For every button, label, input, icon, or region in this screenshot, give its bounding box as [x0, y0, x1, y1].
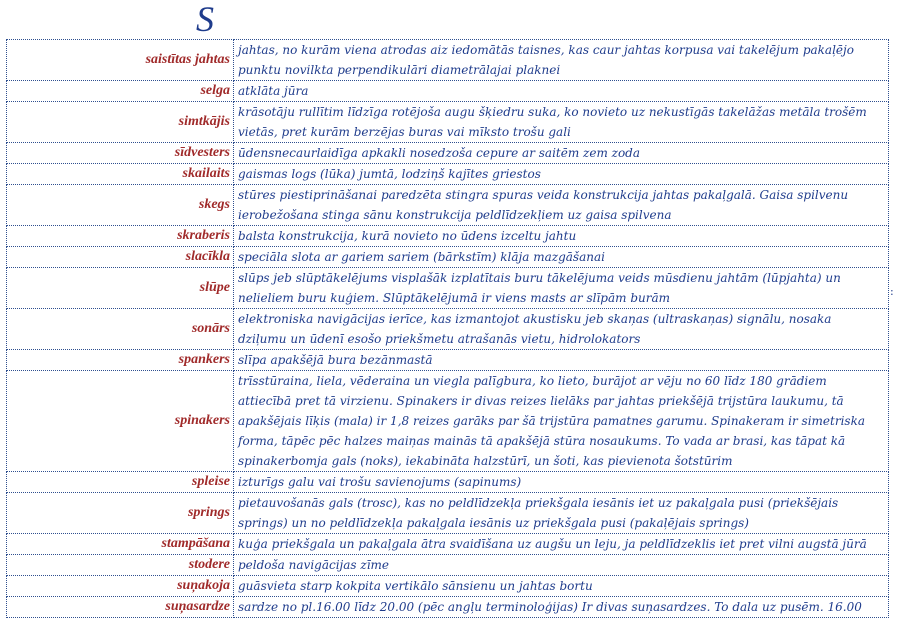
glossary-row — [7, 102, 889, 143]
glossary-row — [7, 534, 889, 555]
margin-mark: : — [890, 285, 894, 298]
glossary-term: springs — [7, 493, 234, 534]
glossary-term: suņakoja — [7, 576, 234, 597]
definition-line: jahtas, no kurām viena atrodas aiz iedomātās taisnes, kas caur jahtas korpusa vai takelējum pakaļējo — [238, 43, 854, 57]
definition-line: pietauvošanās gals (trosc), kas no peldlīdzekļa priekšgala iesānis iet uz pakaļgala pusi (priekšējais — [238, 496, 839, 510]
glossary-definition — [234, 350, 889, 371]
definition-line: elektroniska navigācijas ierīce, kas izmantojot akustisku jeb skaņas (ultraskaņas) signālu, nosaka — [238, 312, 832, 326]
glossary-row — [7, 350, 889, 371]
definition-line: dziļumu un ūdenī esošo priekšmetu atrašanās vietu, hidrolokators — [238, 332, 641, 346]
definition-line: spinakerbomja gals (noks), iekabināta halzstūrī, un šoti, kas pievienota šotstūrim — [238, 454, 733, 468]
definition-line: trīsstūraina, liela, vēderaina un viegla palīgbura, ko lieto, burājot ar vēju no 60 līdz 180 grādiem — [238, 374, 827, 388]
glossary-definition — [234, 472, 889, 493]
glossary-term: suņasardze — [7, 597, 234, 618]
glossary-row — [7, 81, 889, 102]
definition-line: krāsotāju rullītim līdzīga rotējoša augu šķiedru suka, ko novieto uz nekustīgās takelāžas metāla trošēm — [238, 105, 867, 119]
glossary-term: spankers — [7, 350, 234, 371]
glossary-row — [7, 472, 889, 493]
glossary-definition — [234, 371, 889, 472]
glossary-term: skailaits — [7, 164, 234, 185]
glossary-row — [7, 597, 889, 618]
glossary-term: slacīkla — [7, 247, 234, 268]
definition-line: balsta konstrukcija, kurā novieto no ūdens izceltu jahtu — [238, 229, 577, 243]
definition-line: apakšējais līķis (mala) ir 1,8 reizes garāks par šā trijstūra pamatnes garumu. Spinakeram ir simetriska — [238, 414, 865, 428]
glossary-row — [7, 247, 889, 268]
glossary-row — [7, 493, 889, 534]
glossary-row — [7, 164, 889, 185]
definition-line: punktu novilkta perpendikulāri diametrālajai plaknei — [238, 63, 561, 77]
glossary-term: selga — [7, 81, 234, 102]
definition-line: izturīgs galu vai trošu savienojums (sapinums) — [238, 475, 522, 489]
definition-line: springs) un no peldlīdzekļa pakaļgala iesānis uz priekšgala pusi (pakaļējais springs) — [238, 516, 749, 530]
glossary-definition — [234, 40, 889, 81]
glossary-definition — [234, 493, 889, 534]
definition-line: stūres piestiprināšanai paredzēta stingra spuras veida konstrukcija jahtas pakaļgalā. Gaisa spilvenu — [238, 188, 849, 202]
glossary-term: stampāšana — [7, 534, 234, 555]
glossary-rows — [7, 40, 889, 618]
glossary-definition — [234, 576, 889, 597]
glossary-row — [7, 555, 889, 576]
definition-line: atklāta jūra — [238, 84, 309, 98]
glossary-term: skraberis — [7, 226, 234, 247]
glossary-row — [7, 309, 889, 350]
glossary-term: simtkājis — [7, 102, 234, 143]
glossary-definition — [234, 268, 889, 309]
definition-line: kuģa priekšgala un pakaļgala ātra svaidīšana uz augšu un leju, ja peldlīdzeklis iet pret vilni augstā jūrā — [238, 537, 867, 551]
glossary-term: spleise — [7, 472, 234, 493]
definition-line: vietās, pret kurām berzējas buras vai mīksto trošu gali — [238, 125, 571, 139]
glossary-term: skegs — [7, 185, 234, 226]
glossary-row — [7, 40, 889, 81]
glossary-term: stodere — [7, 555, 234, 576]
definition-line: slūps jeb slūptākelējums visplašāk izplatītais buru tākelējuma veids mūsdienu jahtām (lūpjahta) un — [238, 271, 841, 285]
glossary-definition — [234, 143, 889, 164]
glossary-definition — [234, 597, 889, 618]
glossary-row — [7, 226, 889, 247]
glossary-term: spinakers — [7, 371, 234, 472]
glossary-definition — [234, 81, 889, 102]
glossary-definition — [234, 164, 889, 185]
glossary-definition — [234, 555, 889, 576]
glossary-definition — [234, 309, 889, 350]
glossary-row — [7, 185, 889, 226]
glossary-row — [7, 576, 889, 597]
glossary-term: slūpe — [7, 268, 234, 309]
section-letter-heading: S — [196, 0, 214, 39]
definition-line: gaismas logs (lūka) jumtā, lodziņš kajītes griestos — [238, 167, 541, 181]
definition-line: sardze no pl.16.00 līdz 20.00 (pēc angļu terminoloģijas) Ir divas suņasardzes. To dala uz pusēm. 16.00 — [238, 600, 862, 614]
definition-line: ierobežošana stinga sānu konstrukcija peldlīdzekļiem uz gaisa spilvena — [238, 208, 672, 222]
glossary-definition — [234, 247, 889, 268]
glossary-term: sīdvesters — [7, 143, 234, 164]
glossary-term: sonārs — [7, 309, 234, 350]
definition-line: nelieliem buru kuģiem. Slūptākelējumā ir viens masts ar slīpām burām — [238, 291, 670, 305]
definition-line: peldoša navigācijas zīme — [238, 558, 390, 572]
glossary-table-container — [6, 39, 889, 618]
glossary-row — [7, 371, 889, 472]
glossary-term: saistītas jahtas — [7, 40, 234, 81]
glossary-definition — [234, 226, 889, 247]
definition-line: ūdensnecaurlaidīga apkakli nosedzoša cepure ar saitēm zem zoda — [238, 146, 641, 160]
glossary-definition — [234, 534, 889, 555]
glossary-row — [7, 268, 889, 309]
definition-line: attiecībā pret tā virzienu. Spinakers ir divas reizes lielāks par jahtas priekšējā trijstūra laukumu, tā — [238, 394, 844, 408]
definition-line: forma, tāpēc pēc halzes maiņas mainās tā apakšējā stūra nosaukums. To vada ar brasi, kas tāpat kā — [238, 434, 846, 448]
glossary-definition — [234, 185, 889, 226]
glossary-definition — [234, 102, 889, 143]
definition-line: guāsvieta starp kokpita vertikālo sānsienu un jahtas bortu — [238, 579, 593, 593]
glossary-table — [6, 39, 889, 618]
definition-line: speciāla slota ar gariem sariem (bārkstīm) klāja mazgāšanai — [238, 250, 605, 264]
definition-line: slīpa apakšējā bura bezānmastā — [238, 353, 433, 367]
glossary-row — [7, 143, 889, 164]
